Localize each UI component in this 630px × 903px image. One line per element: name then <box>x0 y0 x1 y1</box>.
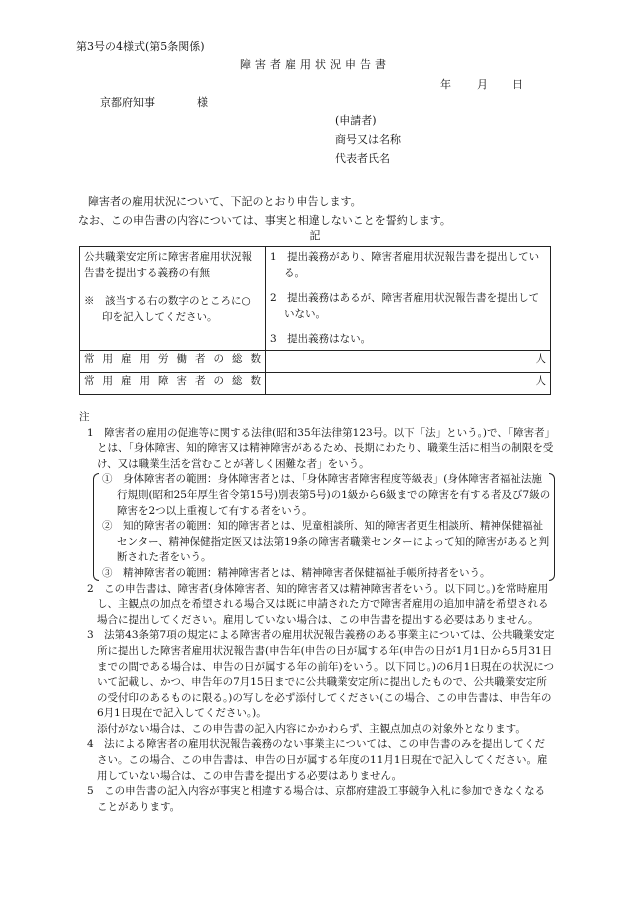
ki-heading: 記 <box>309 229 321 242</box>
date-month-label: 月 <box>477 78 488 91</box>
addressee-honorific: 様 <box>197 96 208 109</box>
total-workers-label-cell <box>80 351 266 373</box>
total-workers-row <box>80 351 551 373</box>
option-1[interactable]: 1 提出義務があり、障害者雇用状況報告書を提出している。 <box>270 251 540 279</box>
note-4: 4 法による障害者の雇用状況報告義務のない事業主については、この申告書のみを提出してください。この場合、この申告書は、申告の日が属する年度の11月1日現在で記入してください。雇用していない場合は、この申告書を提出する必要はありません。 <box>87 738 548 782</box>
definition-mental: ③ 精神障害者の範囲：精神障害者とは、精神障害者保健福祉手帳所持者をいう。 <box>102 566 491 579</box>
note-3: 3 法第43条第7項の規定による障害者の雇用状況報告義務のある事業主については、公共職業安定所に提出した障害者雇用状況報告書(申告年(申告の日が属する年(申告の日が1月1日から5月31日までの間である場合は、申告の日が属する年の前年)をいう。以下同じ。)の6月1日現在の状況について記載し、かつ、申告年の7月15日までに公共職業安定所に提出したもので、公共職業安定所の受付印のあるものに限る。)の写しを必ず添付してください(この場合、この申告書は、申告年の6月1日現在で記入してください。)。 <box>87 629 555 720</box>
option-3[interactable]: 3 提出義務はない。 <box>270 333 372 345</box>
obligation-row <box>80 247 551 351</box>
right-bracket <box>549 473 555 580</box>
total-workers-label: 常用雇用労働者の総数 <box>84 353 261 365</box>
notes-heading: 注 <box>79 411 90 423</box>
addressee <box>100 96 208 110</box>
document-title: 障害者雇用状況申告書 <box>240 58 390 71</box>
option-2[interactable]: 2 提出義務はあるが、障害者雇用状況報告書を提出していない。 <box>270 292 540 320</box>
declaration-line-1: 障害者の雇用状況について、下記のとおり申告します。 <box>88 195 362 208</box>
total-disabled-label: 常用雇用障害者の総数 <box>84 375 261 387</box>
total-disabled-label-cell <box>80 373 266 395</box>
date-line <box>440 78 523 92</box>
declaration-text <box>78 195 451 233</box>
unit-label: 人 <box>535 375 546 387</box>
left-bracket <box>93 473 99 580</box>
form-number: 第3号の4様式(第5条関係) <box>76 40 205 53</box>
addressee-name: 京都府知事 <box>100 96 155 109</box>
obligation-question-cell <box>80 247 266 351</box>
note-1: 1 障害者の雇用の促進等に関する法律(昭和35年法律第123号。以下「法」という。)で、「障害者」とは、「身体障害、知的障害又は精神障害があるため、長期にわたり、職業生活に相当の制限を受け、又は職業生活を営むことが著しく困難な者」をいう。 <box>87 426 554 470</box>
note-2: 2 この申告書は、障害者(身体障害者、知的障害者又は精神障害者をいう。以下同じ。)を常時雇用し、主観点の加点を希望される場合又は既に申請された方で障害者雇用の追加申請を希望される場合に提出してください。雇用していない場合は、この申告書を提出する必要はありません。 <box>87 582 549 626</box>
date-year-label: 年 <box>440 78 451 91</box>
declaration-line-2: なお、この申告書の内容については、事実と相違しないことを誓約します。 <box>78 214 451 227</box>
total-disabled-row <box>80 373 551 395</box>
trade-name-label: 商号又は名称 <box>335 133 401 146</box>
representative-label: 代表者氏名 <box>335 152 390 165</box>
disability-definitions <box>93 472 555 581</box>
definition-physical: ① 身体障害者の範囲：身体障害者とは、「身体障害者障害程度等級表」(身体障害者福祉法施行規則(昭和25年厚生省令第15号)別表第5号)の1級から6級までの障害を有する者及び7級の障害を2つ以上重複して有する者をいう。 <box>102 473 551 517</box>
note-5: 5 この申告書の記入内容が事実と相違する場合は、京都府建設工事競争入札に参加できなくなることがあります。 <box>87 785 546 813</box>
applicant-block <box>335 114 401 171</box>
applicant-label: (申請者) <box>335 114 377 127</box>
total-workers-field[interactable] <box>266 351 551 373</box>
unit-label: 人 <box>535 353 546 365</box>
notes-section <box>79 410 555 815</box>
note-3-continued: 添付がない場合は、この申告書の記入内容にかかわらず、主観点加点の対象外となります。 <box>97 722 526 735</box>
date-day-label: 日 <box>512 78 523 91</box>
status-table <box>79 246 551 395</box>
obligation-instruction: ※ 該当する右の数字のところに○印を記入してください。 <box>84 295 251 323</box>
obligation-question: 公共職業安定所に障害者雇用状況報告書を提出する義務の有無 <box>84 251 252 279</box>
definition-intellectual: ② 知的障害者の範囲：知的障害者とは、児童相談所、知的障害者更生相談所、精神保健福祉センター、精神保健指定医又は法第19条の障害者職業センターによって知的障害があると判断された者をいう。 <box>102 520 550 564</box>
total-disabled-field[interactable] <box>266 373 551 395</box>
obligation-options-cell <box>266 247 551 351</box>
